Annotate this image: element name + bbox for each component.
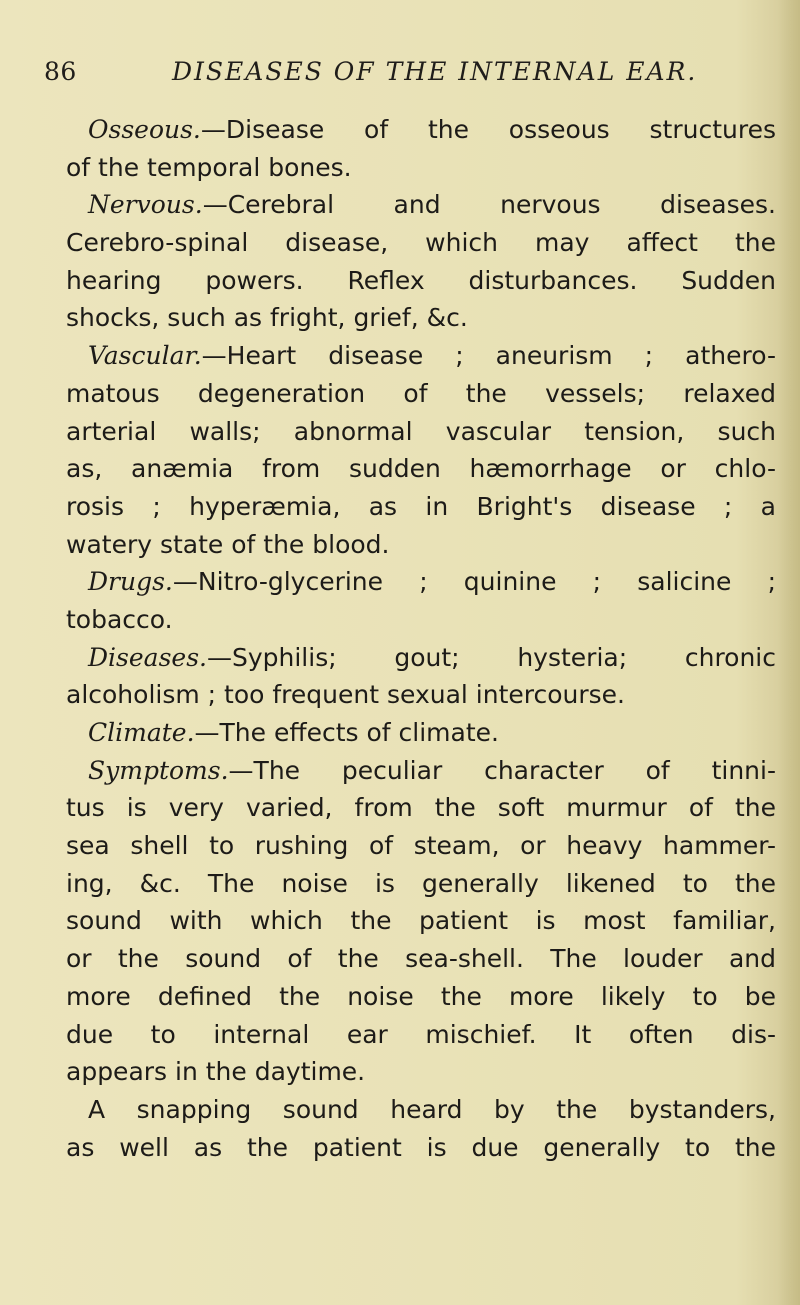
text-line: alcoholism ; too frequent sexual intercourse. (66, 680, 626, 710)
text-line: Drugs.—Nitro-glycerine ; quinine ; salicine ; (88, 567, 776, 597)
running-title: DISEASES OF THE INTERNAL EAR. (172, 57, 698, 86)
page-header (44, 50, 774, 94)
page-edge-shadow (778, 0, 800, 1305)
text-line: appears in the daytime. (66, 1057, 366, 1087)
text-line: Climate.—The effects of climate. (88, 718, 499, 747)
text-line: sea shell to rushing of steam, or heavy hammer- (66, 831, 776, 861)
section-term: Vascular. (88, 341, 202, 371)
text-line: Nervous.—Cerebral and nervous diseases. (88, 190, 776, 220)
text-line: shocks, such as fright, grief, &c. (66, 303, 468, 333)
text-line: Osseous.—Disease of the osseous structures (88, 115, 776, 144)
text-line: rosis ; hyperæmia, as in Bright's disease ; a (66, 491, 776, 521)
text-line: ing, &c. The noise is generally likened to the (66, 868, 776, 898)
text-line: watery state of the blood. (66, 529, 390, 559)
text-line: as, anæmia from sudden hæmorrhage or chlo- (66, 454, 776, 484)
text-line: Cerebro-spinal disease, which may affect the (66, 228, 776, 258)
text-line: Vascular.—Heart disease ; aneurism ; athero- (88, 341, 776, 371)
text-line: sound with which the patient is most familiar, (66, 906, 776, 936)
text-line: of the temporal bones. (66, 152, 352, 182)
text-line: A snapping sound heard by the bystanders, (88, 1094, 776, 1124)
text-line: hearing powers. Reflex disturbances. Sudden (66, 265, 776, 295)
section-term: Osseous. (88, 115, 201, 144)
text-line: due to internal ear mischief. It often dis- (66, 1019, 776, 1049)
section-term: Drugs. (88, 567, 173, 597)
text-line: tus is very varied, from the soft murmur of the (66, 793, 776, 823)
text-line: arterial walls; abnormal vascular tension, such (66, 416, 776, 446)
section-term: Symptoms. (88, 755, 229, 785)
section-term: Diseases. (88, 642, 207, 672)
text-line: more defined the noise the more likely to be (66, 981, 776, 1011)
body-text (66, 111, 776, 1166)
section-term: Climate. (88, 718, 195, 747)
text-line: as well as the patient is due generally to the (66, 1132, 776, 1162)
page-number: 86 (44, 57, 77, 86)
text-line: tobacco. (66, 604, 173, 634)
section-term: Nervous. (88, 190, 203, 220)
text-line: Diseases.—Syphilis; gout; hysteria; chronic (88, 642, 776, 672)
text-line: matous degeneration of the vessels; relaxed (66, 378, 776, 408)
text-line: or the sound of the sea-shell. The louder and (66, 944, 776, 974)
text-line: Symptoms.—The peculiar character of tinni- (88, 755, 776, 785)
